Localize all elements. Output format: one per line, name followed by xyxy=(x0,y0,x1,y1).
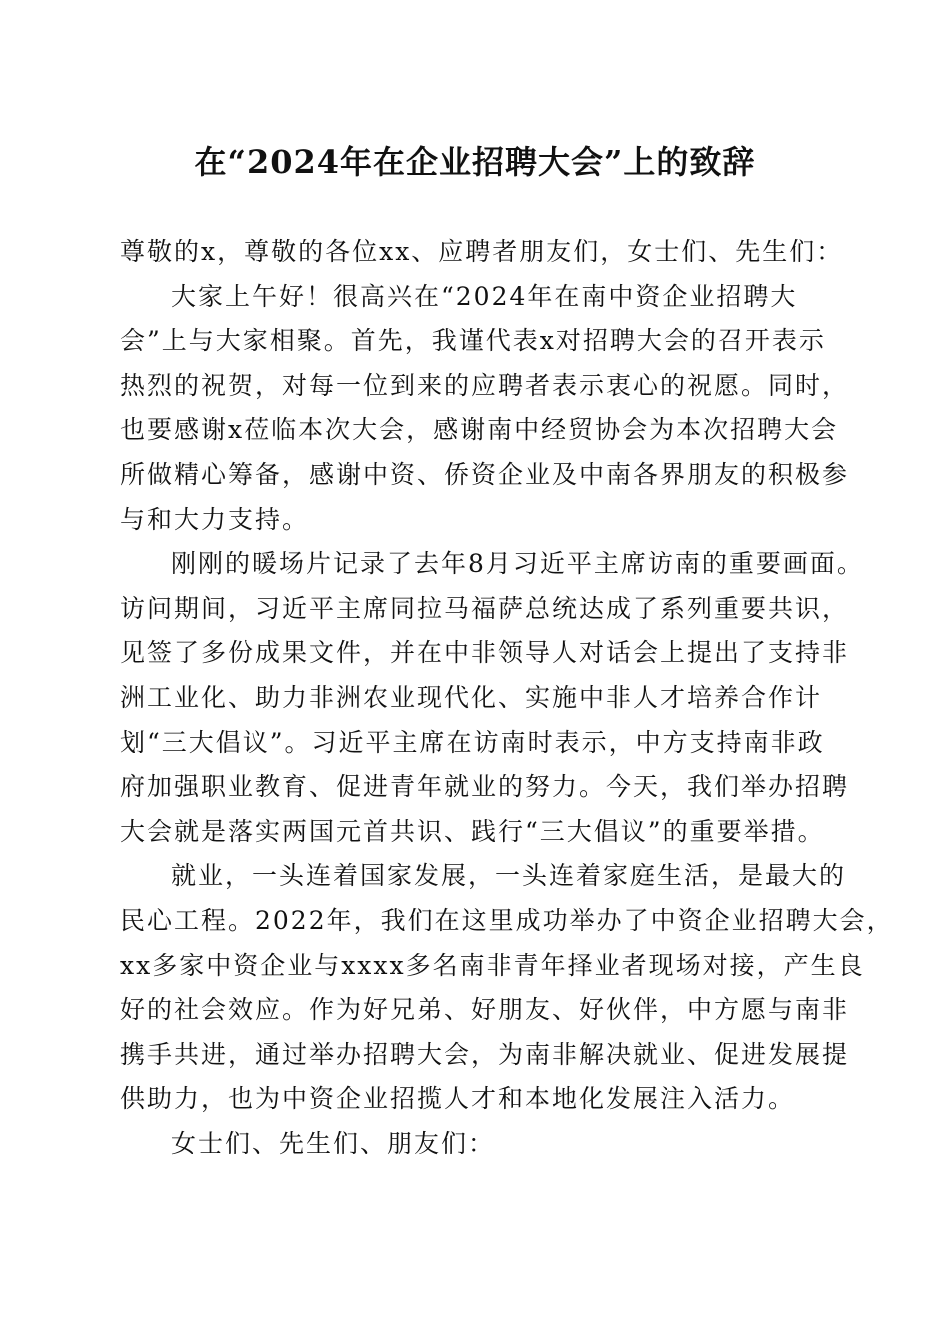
paragraph-line: 就业，一头连着国家发展，一头连着家庭生活，是最大的 xyxy=(171,861,847,891)
address-line: 女士们、先生们、朋友们： xyxy=(171,1128,496,1158)
paragraph-line: 会”上与大家相聚。首先，我谨代表x对招聘大会的召开表示 xyxy=(120,326,826,356)
paragraph-line: 也要感谢x莅临本次大会，感谢南中经贸协会为本次招聘大会 xyxy=(120,415,839,445)
paragraph-line: 见签了多份成果文件，并在中非领导人对话会上提出了支持非 xyxy=(120,638,850,668)
paragraph-line: 划“三大倡议”。习近平主席在访南时表示，中方支持南非政 xyxy=(120,727,825,757)
paragraph-line: 府加强职业教育、促进青年就业的努力。今天，我们举办招聘 xyxy=(120,772,850,802)
paragraph-line: 洲工业化、助力非洲农业现代化、实施中非人才培养合作计 xyxy=(120,682,823,712)
paragraph-line: 与和大力支持。 xyxy=(120,504,310,534)
document-body xyxy=(120,230,894,1166)
paragraph-line: 供助力，也为中资企业招揽人才和本地化发展注入活力。 xyxy=(120,1084,796,1114)
document-title: 在“2024年在企业招聘大会”上的致辞 xyxy=(194,143,756,181)
paragraph-line: 民心工程。2022年，我们在这里成功举办了中资企业招聘大会， xyxy=(120,905,894,935)
paragraph-line: 好的社会效应。作为好兄弟、好朋友、好伙伴，中方愿与南非 xyxy=(120,995,850,1025)
paragraph-line: 刚刚的暖场片记录了去年8月习近平主席访南的重要画面。 xyxy=(171,549,864,579)
salutation-line: 尊敬的x，尊敬的各位xx、应聘者朋友们，女士们、先生们： xyxy=(120,237,844,266)
paragraph-line: xx多家中资企业与xxxx多名南非青年择业者现场对接，产生良 xyxy=(120,950,865,980)
paragraph-line: 携手共进，通过举办招聘大会，为南非解决就业、促进发展提 xyxy=(120,1039,850,1069)
paragraph-line: 大会就是落实两国元首共识、践行“三大倡议”的重要举措。 xyxy=(120,816,825,846)
paragraph-line: 所做精心筹备，感谢中资、侨资企业及中南各界朋友的积极参 xyxy=(120,459,850,489)
paragraph-line: 热烈的祝贺，对每一位到来的应聘者表示衷心的祝愿。同时， xyxy=(120,370,850,400)
paragraph-line: 大家上午好！很高兴在“2024年在南中资企业招聘大 xyxy=(171,281,798,311)
paragraph-line: 访问期间，习近平主席同拉马福萨总统达成了系列重要共识， xyxy=(120,593,850,623)
